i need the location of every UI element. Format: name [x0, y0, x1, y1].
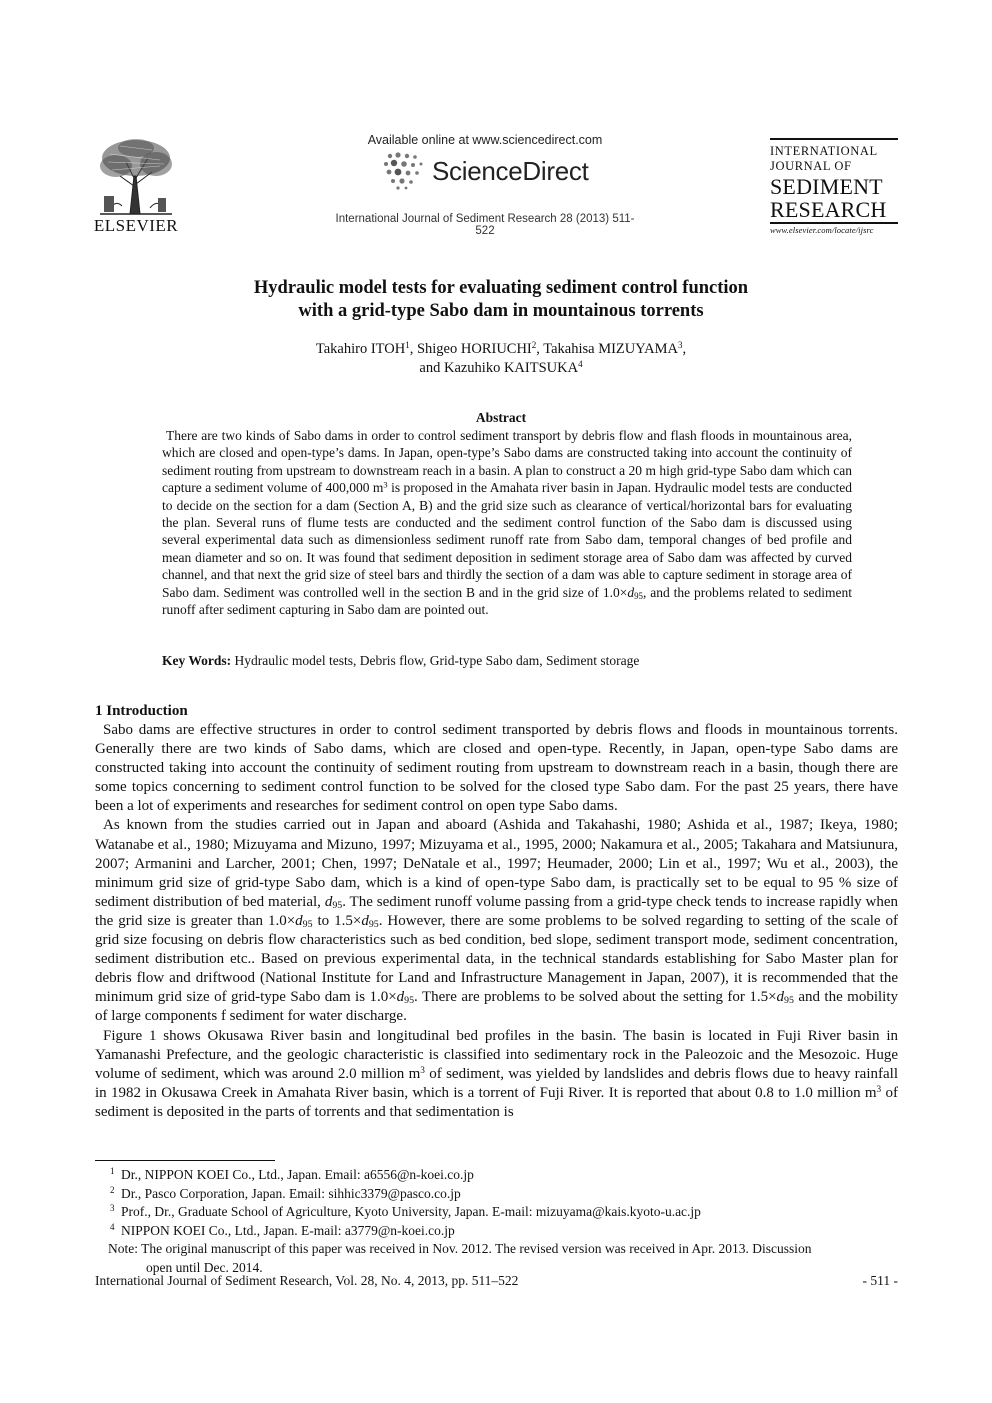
author-mark: 1: [405, 340, 410, 351]
abstract-body: [162, 427, 852, 618]
manuscript-note: [108, 1240, 898, 1277]
footnote-text: Prof., Dr., Graduate School of Agriculture, Kyoto University, Japan. E-mail: mizuyama@kais.kyoto-u.ac.jp: [121, 1204, 701, 1219]
symbol-d: d: [776, 989, 785, 1006]
introduction-body: [95, 721, 898, 1122]
author-mark: 3: [677, 340, 683, 351]
superscript: 3: [420, 1065, 425, 1076]
author-mark: 2: [531, 340, 537, 351]
footnote-text: Dr., Pasco Corporation, Japan. Email: sihhic3379@pasco.co.jp: [121, 1185, 461, 1201]
journal-logo: [770, 138, 900, 238]
footnote-mark: 2: [110, 1184, 115, 1195]
symbol-d: d: [324, 893, 333, 910]
sciencedirect-wordmark: ScienceDirect: [432, 156, 589, 186]
subscript: 95: [302, 918, 313, 930]
text-run: of sediment is deposited in the parts of torrents and that sedimentation is: [95, 1084, 898, 1120]
author-name: Kazuhiko KAITSUKA: [443, 359, 579, 376]
journal-logo-line3: SEDIMENT: [770, 174, 883, 199]
publisher-name: ELSEVIER: [93, 216, 179, 235]
title-line: Hydraulic model tests for evaluating sediment control function: [253, 278, 749, 298]
text-run: and the mobility of large components f sediment for water discharge.: [95, 989, 898, 1025]
section-heading: 1 Introduction: [95, 703, 188, 719]
journal-logo-line4: RESEARCH: [770, 197, 887, 222]
journal-citation: International Journal of Sediment Research 28 (2013) 511-522: [335, 213, 635, 237]
keywords-text: Hydraulic model tests, Debris flow, Grid-type Sabo dam, Sediment storage: [234, 653, 640, 668]
subscript: 95: [634, 590, 643, 601]
footnote-mark: 4: [110, 1221, 115, 1232]
sciencedirect-dots-icon: [380, 150, 430, 192]
separator: ,: [536, 341, 540, 357]
page-number: - 511 -: [862, 1273, 898, 1288]
author-mark: 4: [578, 358, 583, 369]
paragraph: [95, 816, 898, 1026]
abstract-text: is proposed in the Amahata river basin in Japan. Hydraulic model tests are conducted to decide on the section for a dam (Section A, B) and the grid size such as clearance of vertical/horizontal bars for evaluating the plan. Several runs of flume tests are conducted and the sediment control function of the Sabo dam is discussed using several experimental data such as dimensionless sediment runoff rate from Sabo dam, temporal changes of bed profile and mean diameter and so on. It was found that sediment deposition in sediment storage area of Sabo dam was affected by curved channel, and that next the grid size of steel bars and thirdly the section of a dam was able to capture sediment in storage area of Sabo dam. Sediment was controlled well in the section B and in the grid size of 1.0×: [162, 480, 852, 600]
journal-logo-line1: INTERNATIONAL: [770, 144, 878, 158]
paragraph: Sabo dams are effective structures in order to control sediment transported by debris flows and floods in mountainous torrents. Generally there are two kinds of Sabo dams, which are closed and open-type. Recently, in Japan, open-type Sabo dams are constructed taking into account the continuity of sediment routing from upstream to downstream reach in a basin, though there are some topics concerning to sediment control function to be solved for the closed type Sabo dam. For the past 25 years, there have been a lot of experiments and researches for sediment control on open type Sabo dams.: [95, 722, 898, 815]
title-line: with a grid-type Sabo dam in mountainous torrents: [298, 301, 704, 321]
footnote-text: NIPPON KOEI Co., Ltd., Japan. E-mail: a3779@n-koei.co.jp: [121, 1222, 455, 1238]
footnote: [108, 1222, 898, 1241]
symbol-d: d: [295, 912, 303, 929]
text-run: . However, there are some problems to be solved regarding to setting of the scale of grid size focusing on debris flow characteristics such as bed condition, bed slope, sediment transport mode, sediment concentration, sediment distribution etc.. Based on previous experimental data, in the technical standards establishing for Sabo Master plan for debris flow and driftwood (National Institute for Land and Infrastructure Management in Japan, 2007), it is recommended that the minimum grid size of grid-type Sabo dam is 1.0×: [95, 912, 898, 1006]
paragraph: [95, 1027, 898, 1122]
elsevier-tree-icon: [90, 136, 182, 216]
symbol-d: d: [361, 912, 369, 929]
subscript: 95: [332, 899, 343, 911]
logo-rule: [770, 138, 898, 140]
footnote-mark: 1: [110, 1166, 115, 1176]
superscript: 3: [876, 1084, 882, 1095]
text-run: . There are problems to be solved about the setting for 1.5×: [414, 989, 777, 1006]
footnote: [108, 1203, 898, 1222]
subscript: 95: [368, 918, 379, 930]
logo-rule: [770, 222, 898, 224]
separator: ,: [409, 341, 414, 357]
available-online-text: Available online at www.sciencedirect.com: [367, 133, 603, 147]
footnote-mark: 3: [110, 1203, 115, 1213]
journal-logo-line2: JOURNAL OF: [770, 159, 852, 173]
page-footer-citation: International Journal of Sediment Research, Vol. 28, No. 4, 2013, pp. 511–522: [95, 1273, 519, 1288]
subscript: 95: [784, 995, 794, 1007]
text-run: Figure 1 shows Okusawa River basin and longitudinal bed profiles in the basin. The basin is located in Fuji River basin in Yamanashi Prefecture, and the geologic characteristic is classified into sedimentary rock in the Paleozoic and the Mesozoic. Huge volume of sediment, which was around 2.0 million m: [95, 1027, 898, 1082]
footnote-text: Dr., NIPPON KOEI Co., Ltd., Japan. Email: a6556@n-koei.co.jp: [121, 1167, 474, 1182]
superscript: 3: [383, 480, 388, 490]
note-line: open until Dec. 2014.: [146, 1259, 263, 1275]
text-run: to 1.5×: [312, 912, 362, 929]
abstract-heading: Abstract: [475, 410, 527, 425]
abstract-text: , and the problems related to sediment runoff after sediment capturing in Sabo dam are pointed out.: [162, 584, 852, 618]
footnote-rule: [95, 1160, 275, 1161]
text-run: As known from the studies carried out in Japan and aboard (Ashida and Takahashi, 1980; Ashida et al., 1987; Ikeya, 1980; Watanabe et al., 1980; Mizuyama and Mizuno, 1997; Mizuyama et al., 1995, 2000; Nakamura et al., 2005; Takahara and Matsiunura, 2007; Armanini and Larcher, 2001; Chen, 1997; DeNatale et al., 1997; Heumader, 2000; Lin et al., 1997; Wu et al., 2003), the minimum grid size of grid-type Sabo dam, which is a kind of open-type Sabo dam, is practically set to be equal to 95 % size of sediment distribution of bed material,: [95, 817, 898, 910]
note-line: Note: The original manuscript of this paper was received in Nov. 2012. The revised version was received in Apr. 2013. Discussion: [108, 1241, 812, 1256]
elsevier-logo: [90, 136, 182, 236]
sciencedirect-logo: [380, 150, 610, 192]
symbol-d: d: [396, 989, 405, 1006]
author-name: Takahisa MIZUYAMA: [543, 341, 678, 357]
footnote: [108, 1185, 898, 1204]
paper-title: [150, 277, 852, 323]
abstract-text: There are two kinds of Sabo dams in order to control sediment transport by debris flow and flash floods in mountainous area, which are closed and open-type’s dams. In Japan, open-type’s Sabo dams are constructed taking into account the continuity of sediment routing from upstream to downstream reach in a basin. A plan to construct a 20 m high grid-type Sabo dam which can capture a sediment volume of 400,000 m: [162, 428, 852, 496]
separator: ,: [682, 341, 687, 357]
author-conjunction: and: [419, 359, 441, 376]
subscript: 95: [404, 995, 415, 1007]
author-list: [150, 340, 852, 377]
footnote: [108, 1166, 898, 1185]
footnotes: [108, 1166, 898, 1277]
author-name: Takahiro ITOH: [315, 341, 406, 357]
journal-url: www.elsevier.com/locate/ijsrc: [770, 225, 874, 235]
keywords: [162, 652, 852, 669]
text-run: of sediment, was yielded by landslides and debris flows due to heavy rainfall in 1982 in Okusawa Creek in Amahata River basin, which is a torrent of Fuji River. It is reported that about 0.8 to 1.0 million m: [95, 1065, 898, 1101]
symbol-d: d: [627, 584, 635, 600]
text-run: . The sediment runoff volume passing from a grid-type check tends to increase rapidly when the grid size is greater than 1.0×: [95, 893, 898, 929]
author-name: Shigeo HORIUCHI: [416, 341, 532, 357]
keywords-label: Key Words:: [162, 653, 232, 668]
